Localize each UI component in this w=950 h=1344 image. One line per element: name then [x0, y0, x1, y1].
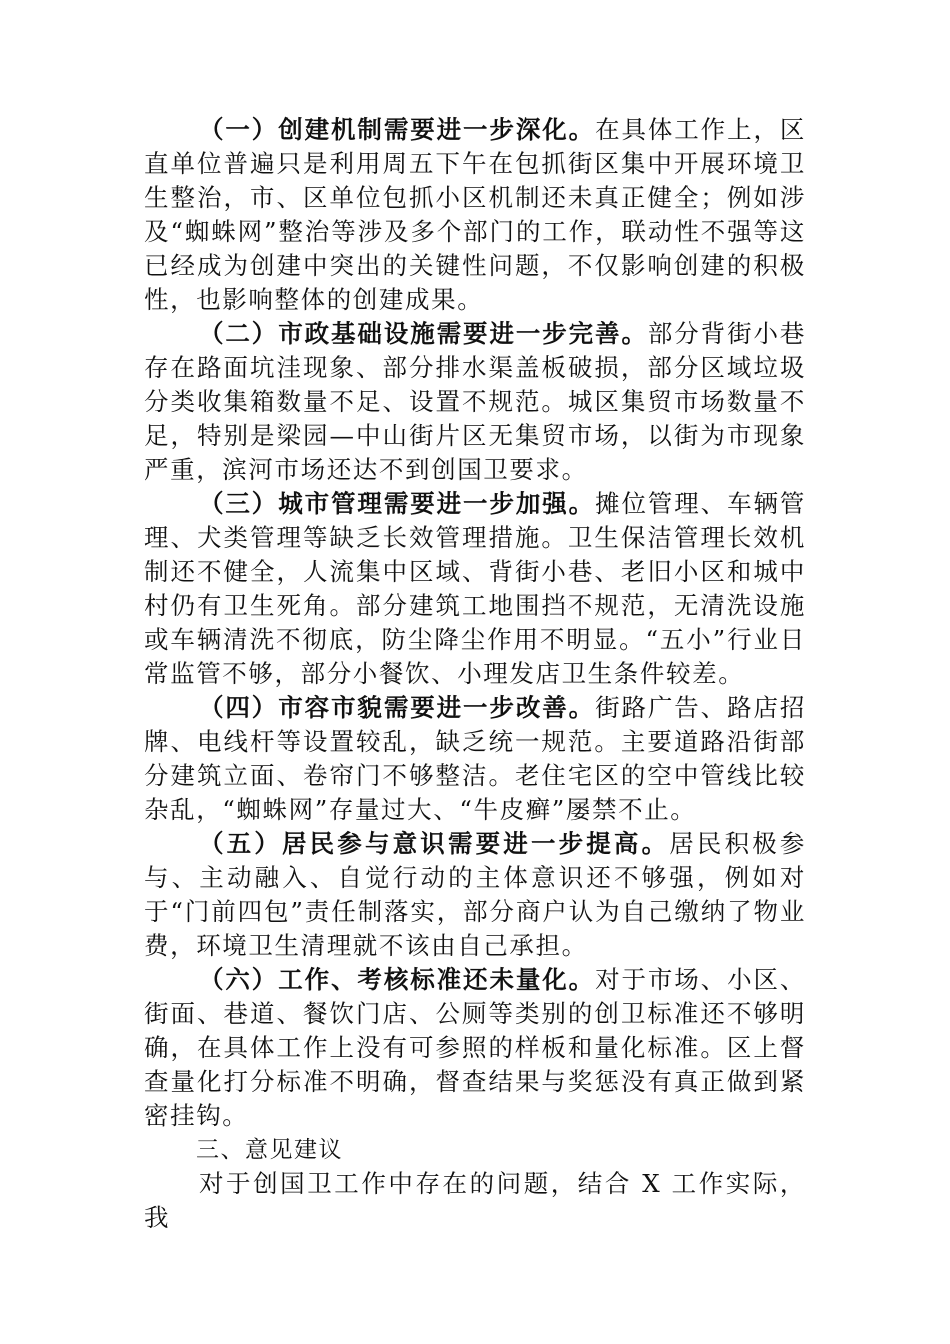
section-heading: 三、意见建议 [196, 1137, 343, 1163]
paragraph-2-body: 部分背街小巷存在路面坑洼现象、部分排水渠盖板破损，部分区域垃圾分类收集箱数量不足、设置不规范。城区集贸市场数量不足，特别是梁园—中山街片区无集贸市场，以街为市现象严重，滨河市场还达不到创国卫要求。 [144, 319, 806, 484]
document-page [144, 113, 806, 1235]
paragraph-5-body: 居民积极参与、主动融入、自觉行动的主体意识还不够强，例如对于“门前四包”责任制落实，部分商户认为自己缴纳了物业费，环境卫生清理就不该由自己承担。 [144, 829, 806, 960]
paragraph-2 [144, 317, 806, 487]
paragraph-1-lead: （一）创建机制需要进一步深化。 [199, 115, 596, 144]
paragraph-5-lead: （五）居民参与意识需要进一步提高。 [199, 829, 670, 858]
paragraph-3 [144, 487, 806, 691]
paragraph-4 [144, 691, 806, 827]
paragraph-3-body: 摊位管理、车辆管理、犬类管理等缺乏长效管理措施。卫生保洁管理长效机制还不健全，人流集中区域、背街小巷、老旧小区和城中村仍有卫生死角。部分建筑工地围挡不规范，无清洗设施或车辆清洗不彻底，防尘降尘作用不明显。“五小”行业日常监管不够，部分小餐饮、小理发店卫生条件较差。 [144, 489, 806, 688]
paragraph-4-lead: （四）市容市貌需要进一步改善。 [199, 693, 596, 722]
paragraph-6-lead: （六）工作、考核标准还未量化。 [199, 965, 596, 994]
paragraph-5 [144, 827, 806, 963]
paragraph-3-lead: （三）城市管理需要进一步加强。 [199, 489, 596, 518]
paragraph-1 [144, 113, 806, 317]
final-paragraph: 对于创国卫工作中存在的问题，结合 X 工作实际，我 [144, 1169, 806, 1232]
paragraph-6-body: 对于市场、小区、街面、巷道、餐饮门店、公厕等类别的创卫标准还不够明确，在具体工作上没有可参照的样板和量化标准。区上督查量化打分标准不明确，督查结果与奖惩没有真正做到紧密挂钩。 [144, 965, 806, 1130]
paragraph-2-lead: （二）市政基础设施需要进一步完善。 [199, 319, 648, 348]
paragraph-1-body: 在具体工作上，区直单位普遍只是利用周五下午在包抓街区集中开展环境卫生整治，市、区单位包抓小区机制还未真正健全；例如涉及“蜘蛛网”整治等涉及多个部门的工作，联动性不强等这已经成为创建中突出的关键性问题，不仅影响创建的积极性，也影响整体的创建成果。 [144, 115, 806, 314]
paragraph-4-body: 街路广告、路店招牌、电线杆等设置较乱，缺乏统一规范。主要道路沿街部分建筑立面、卷帘门不够整洁。老住宅区的空中管线比较杂乱，“蜘蛛网”存量过大、“牛皮癣”屡禁不止。 [144, 693, 806, 824]
paragraph-6 [144, 963, 806, 1133]
